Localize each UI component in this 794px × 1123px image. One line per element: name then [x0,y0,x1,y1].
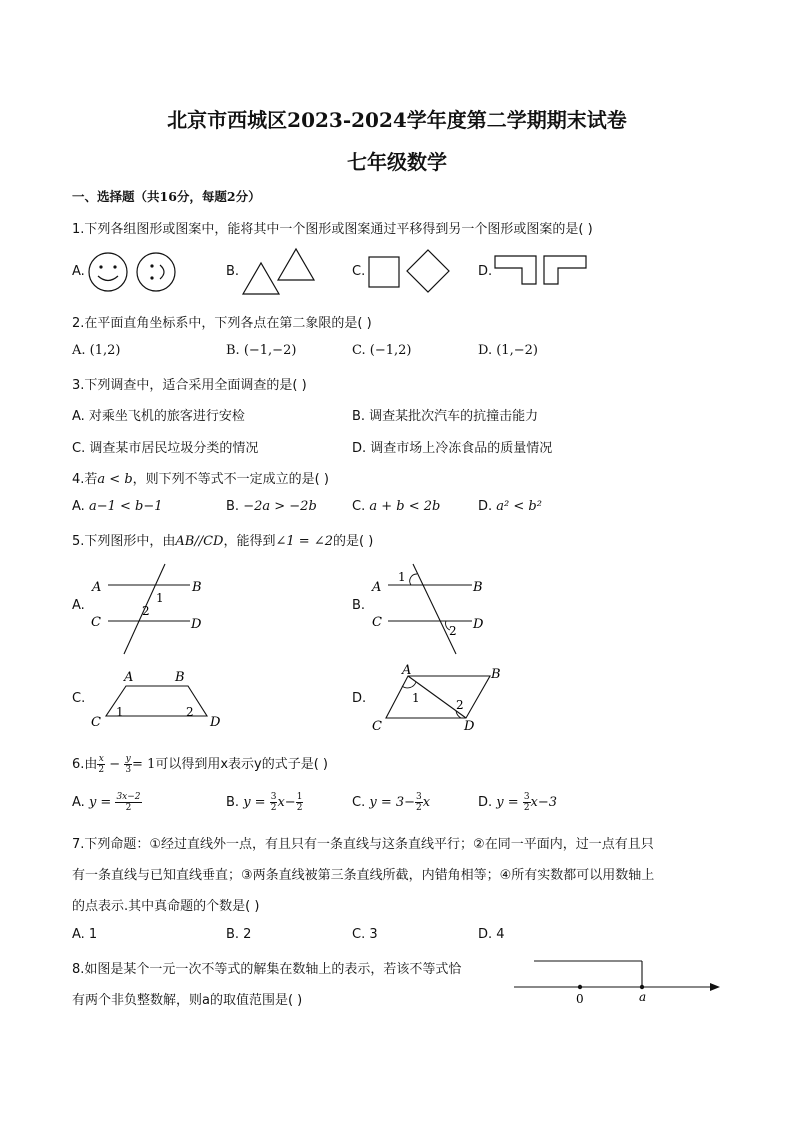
q7-option-b: B. 2 [226,927,252,942]
q5c-point-d: D [210,715,221,730]
q5d-point-d: D [464,719,475,734]
q5-option-a-label: A. [72,598,85,613]
q5-stem-prefix: 5.下列图形中，由 [72,534,176,549]
q5-option-c-figure [86,664,226,732]
q5b-angle-2: 2 [449,624,457,638]
q1-option-a-label: A. [72,264,85,279]
q2-option-d: D. (1,−2) [478,343,538,358]
q7-option-d: D. 4 [478,927,505,942]
q1-option-c-label: C. [352,264,366,279]
q5-option-c-label: C. [72,691,86,706]
q4-option-d [478,499,542,514]
q4-option-c-expr: a + b < 2b [369,499,441,514]
q5a-angle-1: 1 [156,591,164,605]
q5-angles: ∠1 = ∠2 [275,534,333,549]
q5a-point-b: B [192,580,202,595]
q1-option-c-figure [366,248,452,296]
q5a-point-c: C [91,615,101,630]
q5d-point-b: B [491,667,501,682]
q5-stem-suffix: 的是( ) [332,534,374,549]
q5-option-d-figure [366,662,516,736]
q6-fraction-x-over-2: $\frac{x}{2}$ [98,754,105,775]
question-8-line-2: 有两个非负整数解，则a的取值范围是( ) [72,993,303,1008]
q3-option-a: A. 对乘坐飞机的旅客进行安检 [72,409,245,424]
q5b-point-c: C [372,615,382,630]
number-line-figure [508,952,726,1008]
q3-option-b: B. 调查某批次汽车的抗撞击能力 [352,409,539,424]
q5d-angle-1: 1 [412,691,420,705]
question-3-stem: 3.下列调查中，适合采用全面调查的是( ) [72,378,307,393]
q1-option-b-label: B. [226,264,240,279]
q4-option-b-expr: −2a > −2b [243,499,317,514]
q7-option-c: C. 3 [352,927,378,942]
q4-option-a [72,499,163,514]
q5b-point-b: B [473,580,483,595]
q5c-point-a: A [124,670,134,685]
q6-fraction-y-over-3: $\frac{y}{3}$ [125,754,132,775]
q2-option-a: A. (1,2) [72,343,121,358]
q5c-point-b: B [175,670,185,685]
q5c-angle-2: 2 [186,705,194,719]
page-subtitle: 七年级数学 [347,150,447,174]
q5-option-b-label: B. [352,598,366,613]
question-2-stem: 2.在平面直角坐标系中，下列各点在第二象限的是( ) [72,316,372,331]
q5a-angle-2: 2 [142,604,150,618]
q5b-point-d: D [473,617,484,632]
q7-option-a: A. 1 [72,927,98,942]
q6-option-d: D. y = $\frac{3}{2}$ x−3 [478,792,558,813]
q1-option-b-figure [240,244,320,296]
section-heading: 一、选择题（共16分，每题2分） [72,189,261,204]
q5-condition: AB//CD [175,534,224,549]
q4-stem-prefix: 4.若 [72,472,98,487]
question-1-stem: 1.下列各组图形或图案中，能将其中一个图形或图案通过平移得到另一个图形或图案的是( ) [72,222,593,237]
q4-option-a-expr: a−1 < b−1 [88,499,163,514]
q4-option-c-label: C. [352,499,366,514]
q5d-angle-2: 2 [456,698,464,712]
q1-option-d-label: D. [478,264,493,279]
q5-option-b-figure [366,562,496,658]
question-8-line-1: 8.如图是某个一元一次不等式的解集在数轴上的表示，若该不等式恰 [72,962,462,977]
q2-option-c: C. (−1,2) [352,343,412,358]
question-5-stem [72,530,373,549]
q4-option-b-label: B. [226,499,240,514]
q4-condition: a < b [97,472,133,487]
q1-option-a-figure [86,250,181,296]
q6-option-a: A. y = $\frac{3x-2}{2}$ [72,792,141,813]
q4-option-d-label: D. [478,499,493,514]
q6-eq-rhs: = 1 [132,757,156,772]
q4-option-c [352,499,440,514]
q1-option-d-figure [492,252,592,288]
q5b-point-a: A [372,580,382,595]
question-4-stem [72,468,329,487]
q4-option-d-expr: a² < b² [496,499,542,514]
question-7-line-1: 7.下列命题：①经过直线外一点，有且只有一条直线与这条直线平行；②在同一平面内，过一点有且只 [72,837,654,852]
q3-option-d: D. 调查市场上冷冻食品的质量情况 [352,441,553,456]
q5b-angle-1: 1 [398,570,406,584]
q5c-point-c: C [91,715,101,730]
q6-option-b: B. y = $\frac{3}{2}$ x− $\frac{1}{2}$ [226,792,303,813]
page-title: 北京市西城区2023-2024学年度第二学期期末试卷 [167,108,627,132]
q3-option-c: C. 调查某市居民垃圾分类的情况 [72,441,259,456]
q5-option-d-label: D. [352,691,367,706]
question-7-line-3: 的点表示.其中真命题的个数是( ) [72,899,260,914]
question-7-line-2: 有一条直线与已知直线垂直；③两条直线被第三条直线所截，内错角相等；④所有实数都可以用数轴上 [72,868,655,883]
question-6-stem: 6.由 $\frac{x}{2}$ − $\frac{y}{3}$ = 1可以得到用x表示y的式子是( ) [72,754,329,775]
q5c-angle-1: 1 [116,705,124,719]
number-line-zero-label: 0 [576,992,584,1006]
number-line-a-label: a [639,990,647,1004]
q6-option-c: C. y = 3− $\frac{3}{2}$ x [352,792,431,813]
q6-stem-suffix: 可以得到用x表示y的式子是( ) [155,757,329,772]
q4-option-a-label: A. [72,499,85,514]
q5a-point-d: D [191,617,202,632]
q5a-point-a: A [92,580,102,595]
q5d-point-c: C [372,719,382,734]
q6-stem-prefix: 6.由 [72,757,98,772]
q4-option-b [226,499,317,514]
q2-option-b: B. (−1,−2) [226,343,297,358]
q4-stem-suffix: ，则下列不等式不一定成立的是( ) [132,472,329,487]
q5-option-a-figure [86,562,216,658]
q5-stem-mid: ，能得到 [223,534,276,549]
q5d-point-a: A [402,663,412,678]
